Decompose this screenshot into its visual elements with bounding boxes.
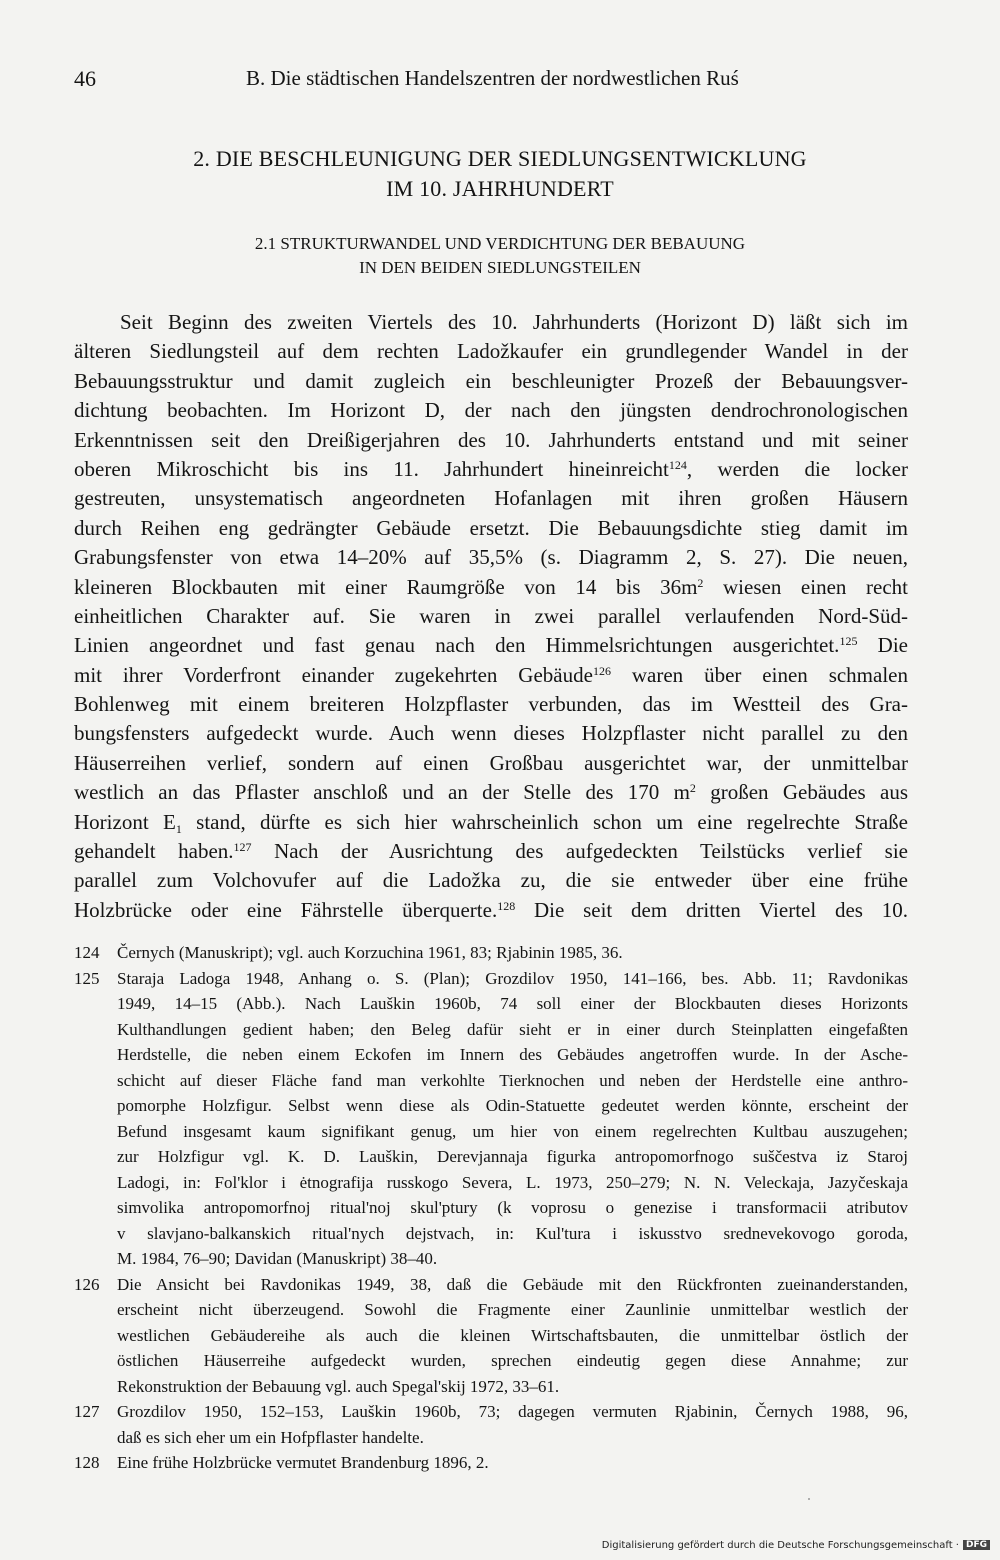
page-header (74, 66, 934, 96)
text-run: westlich an das Pflaster anschloß und an der Stelle des 170 m (74, 780, 690, 805)
text-run: Holzbrücke oder eine Fährstelle überquerte. (74, 897, 498, 922)
footnotes-block (74, 940, 908, 1476)
text-run: Die seit dem dritten Viertel des 10. (515, 897, 908, 922)
footnote-number: 126 (74, 1274, 100, 1294)
footnote-line: Die Ansicht bei Ravdonikas 1949, 38, daß die Gebäude mit den Rückfronten zueinanderstanden, (117, 1274, 908, 1294)
credit-text: Digitalisierung gefördert durch die Deutsche Forschungsgemeinschaft · (601, 1540, 959, 1551)
text-run: gehandelt haben. (74, 839, 234, 864)
text-run: , werden die locker (686, 456, 908, 481)
footnote-line: Rekonstruktion der Bebauung vgl. auch Spegal'skij 1972, 33–61. (117, 1376, 560, 1396)
footnote-line: Staraja Ladoga 1948, Anhang o. S. (Plan); Grozdilov 1950, 141–166, bes. Abb. 11; Ravdonikas (117, 968, 908, 988)
body-line: Seit Beginn des zweiten Viertels des 10. Jahrhunderts (Horizont D) läßt sich im (120, 310, 908, 334)
footnote-line: 1949, 14–15 (Abb.). Nach Lauškin 1960b, 74 soll einer der Blockbauten dieses Horizonts (117, 994, 908, 1013)
footnote-line: Grozdilov 1950, 152–153, Lauškin 1960b, 73; dagegen vermuten Rjabinin, Černych 1988, 96, (117, 1402, 908, 1421)
footnote-line: östlichen Häuserreihe aufgedeckt wurden, sprechen eindeutig gegen diese Annahme; zur (117, 1351, 908, 1370)
footnote-line: Kulthandlungen gedient haben; den Beleg dafür sieht er in einer durch Steinplatten eingefaßten (117, 1019, 908, 1039)
footnote-128 (74, 1450, 908, 1476)
text-run: Linien angeordnet und fast genau nach den Himmelsrichtungen ausgerichtet. (74, 633, 840, 658)
footnote-line: zur Holzfigur vgl. K. D. Lauškin, Derevjannaja figurka antropomorfnogo suščestva iz Staroj (117, 1147, 908, 1166)
footnote-ref-126[interactable]: 126 (592, 663, 611, 678)
body-line (74, 631, 908, 660)
footnote-line: erscheint nicht überzeugend. Sowohl die Fragmente einer Zaunlinie unmittelbar westlich der (117, 1300, 908, 1319)
body-line: Grabungsfenster von etwa 14–20% auf 35,5% (s. Diagramm 2, S. 27). Die neuen, (74, 545, 908, 570)
chapter-heading-line: 2. DIE BESCHLEUNIGUNG DER SIEDLUNGSENTWICKLUNG (193, 146, 807, 171)
page-number: 46 (74, 66, 96, 91)
dfg-logo: DFG (963, 1540, 990, 1550)
text-run: mit ihrer Vorderfront einander zugekehrten Gebäude (74, 662, 593, 687)
footnote-127 (74, 1399, 908, 1450)
footnote-number: 125 (74, 968, 100, 988)
superscript-square: 2 (689, 781, 696, 796)
body-line: Erkenntnissen seit den Dreißigerjahren des 10. Jahrhunderts entstand und mit seiner (74, 427, 908, 452)
footnote-line: daß es sich eher um ein Hofpflaster handelte. (117, 1427, 424, 1447)
body-line: durch Reihen eng gedrängter Gebäude ersetzt. Die Bebauungsdichte stieg damit im (74, 515, 908, 540)
text-run: waren über einen schmalen (610, 662, 908, 687)
footnote-number: 127 (74, 1402, 100, 1421)
body-line (74, 896, 908, 925)
body-line (74, 661, 908, 690)
body-line: einheitlichen Charakter auf. Sie waren in zwei parallel verlaufenden Nord-Süd- (74, 603, 908, 628)
text-run: Horizont E (74, 809, 176, 834)
section-heading-line: 2.1 STRUKTURWANDEL UND VERDICHTUNG DER BEBAUUNG (254, 234, 746, 253)
footnote-line: v slavjano-balkanskich ritual'nych dejstvach, in: Kul'tura i iskusstvo srednevekovogo goroda, (117, 1223, 908, 1243)
chapter-heading-line: IM 10. JAHRHUNDERT (386, 176, 614, 201)
text-run: wiesen einen recht (703, 574, 908, 599)
footnote-ref-128[interactable]: 128 (497, 898, 516, 913)
text-run: oberen Mikroschicht bis ins 11. Jahrhundert hineinreicht (74, 456, 669, 481)
footnote-number: 128 (74, 1453, 100, 1472)
footnote-126 (74, 1272, 908, 1400)
subscript-one: 1 (175, 821, 182, 836)
body-line: Häuserreihen verlief, sondern auf einen Großbau ausgerichtet war, der unmittelbar (74, 750, 908, 775)
footnote-line: pomorphe Holzfigur. Selbst wenn diese als Odin-Statuette gedeutet werden könnte, erscheint der (117, 1096, 908, 1115)
text-run: kleineren Blockbauten mit einer Raumgröße von 14 bis 36m (74, 574, 698, 599)
footnote-ref-125[interactable]: 125 (839, 634, 858, 649)
footnote-line: Černych (Manuskript); vgl. auch Korzuchina 1961, 83; Rjabinin 1985, 36. (117, 943, 623, 962)
text-run: Die (857, 633, 908, 658)
footnote-125 (74, 966, 908, 1272)
footnote-line: M. 1984, 76–90; Davidan (Manuskript) 38–40. (117, 1249, 438, 1268)
body-line: parallel zum Volchovufer auf die Ladožka zu, die sie entweder über eine frühe (74, 868, 908, 893)
body-line (74, 808, 908, 837)
text-run: großen Gebäudes aus (695, 780, 908, 805)
text-run: Nach der Ausrichtung des aufgedeckten Teilstücks verlief sie (251, 839, 908, 864)
footnote-line: Befund insgesamt kaum signifikant genug, um hier von einem regelrechten Kultbau auszugehen; (117, 1121, 908, 1141)
body-line: Bebauungsstruktur und damit zugleich ein beschleunigter Prozeß der Bebauungsver- (74, 368, 908, 393)
footnote-line: westlichen Gebäudereihe als auch die kleinen Wirtschaftsbauten, die unmittelbar östlich der (117, 1325, 908, 1345)
body-line (74, 455, 908, 484)
superscript-square: 2 (697, 575, 704, 590)
body-line (74, 573, 908, 602)
running-head: B. Die städtischen Handelszentren der nordwestlichen Ruś (246, 66, 739, 90)
section-heading-line: IN DEN BEIDEN SIEDLUNGSTEILEN (359, 258, 641, 277)
footnote-124 (74, 940, 908, 966)
footnote-line: Herdstelle, die neben einem Eckofen im Innern des Gebäudes angetroffen wurde. In der Asche- (117, 1045, 908, 1064)
text-run: stand, dürfte es sich hier wahrscheinlich schon um eine regelrechte Straße (181, 809, 908, 834)
footnote-line: Eine frühe Holzbrücke vermutet Brandenburg 1896, 2. (117, 1453, 489, 1472)
body-line: bungsfensters aufgedeckt wurde. Auch wenn dieses Holzpflaster nicht parallel zu den (74, 721, 908, 746)
footnote-ref-127[interactable]: 127 (233, 840, 252, 855)
digitization-credit (602, 1540, 990, 1551)
footnote-number: 124 (74, 943, 100, 962)
scan-speck (808, 1498, 810, 1500)
body-line: älteren Siedlungsteil auf dem rechten Ladožkaufer ein grundlegender Wandel in der (74, 339, 908, 364)
body-line (74, 837, 908, 866)
body-line (74, 778, 908, 807)
body-paragraph (74, 308, 908, 925)
footnote-ref-124[interactable]: 124 (668, 457, 687, 472)
body-line: gestreuten, unsystematisch angeordneten Hofanlagen mit ihren großen Häusern (74, 486, 908, 511)
footnote-line: schicht auf dieser Fläche fand man verkohlte Tierknochen und neben der Herdstelle eine anthro- (117, 1070, 908, 1090)
footnote-line: simvolika antropomorfnoj ritual'noj skul'ptury (k voprosu o genezise i transformacii atributov (117, 1198, 908, 1217)
body-line: Bohlenweg mit einem breiteren Holzpflaster verbunden, das im Westteil des Gra- (74, 692, 908, 717)
footnote-line: Ladogi, in: Fol'klor i ėtnografija russkogo Severa, L. 1973, 250–279; N. N. Veleckaja, Jazyčeskaja (117, 1172, 908, 1192)
body-line: dichtung beobachten. Im Horizont D, der nach den jüngsten dendrochronologischen (74, 398, 908, 423)
